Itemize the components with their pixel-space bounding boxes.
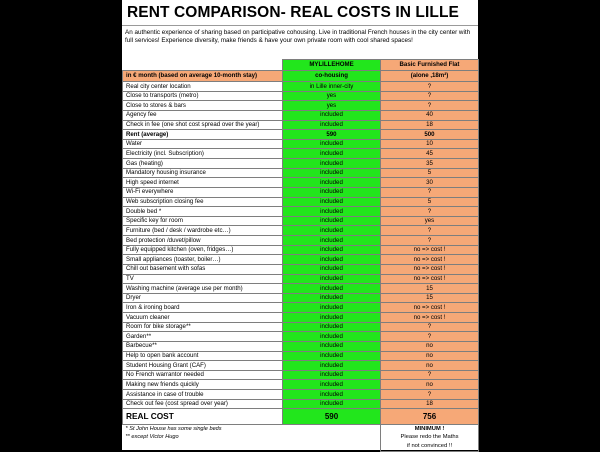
- row-label: Vacuum cleaner: [123, 313, 283, 323]
- mylillehome-value: included: [283, 351, 381, 361]
- mylillehome-value: included: [283, 370, 381, 380]
- mylillehome-value: included: [283, 178, 381, 188]
- basic-flat-value: ?: [381, 332, 479, 342]
- table-row: [123, 91, 479, 101]
- row-label: Small appliances (toaster, boiler…): [123, 255, 283, 265]
- table-row: [123, 399, 479, 409]
- table-row: [123, 178, 479, 188]
- basic-flat-value: yes: [381, 216, 479, 226]
- mylillehome-value: included: [283, 322, 381, 332]
- row-label: Water: [123, 139, 283, 149]
- row-label: Furniture (bed / desk / wardrobe etc…): [123, 226, 283, 236]
- total-mylillehome: 590: [283, 409, 381, 425]
- total-label: REAL COST: [123, 409, 283, 425]
- mylillehome-value: included: [283, 361, 381, 371]
- header-row-names: [123, 60, 479, 71]
- row-label: Student Housing Grant (CAF): [123, 361, 283, 371]
- page-title: RENT COMPARISON- REAL COSTS IN LILLE: [122, 0, 478, 26]
- mylillehome-value: included: [283, 284, 381, 294]
- row-label: Double bed *: [123, 207, 283, 217]
- row-label: High speed internet: [123, 178, 283, 188]
- conclusion-note: Please redo the Maths: [381, 434, 479, 443]
- mylillehome-value: 590: [283, 130, 381, 140]
- total-basic-flat: 756: [381, 409, 479, 425]
- row-label: Assistance in case of trouble: [123, 390, 283, 400]
- basic-flat-value: no: [381, 380, 479, 390]
- row-label: Dryer: [123, 293, 283, 303]
- basic-flat-value: ?: [381, 207, 479, 217]
- mylillehome-value: included: [283, 236, 381, 246]
- basic-flat-value: 45: [381, 149, 479, 159]
- basic-flat-value: 15: [381, 284, 479, 294]
- mylillehome-value: included: [283, 264, 381, 274]
- basic-flat-value: ?: [381, 101, 479, 111]
- mylillehome-value: included: [283, 380, 381, 390]
- basic-flat-value: no => cost !: [381, 245, 479, 255]
- row-label: Washing machine (average use per month): [123, 284, 283, 294]
- comparison-sheet: [122, 0, 478, 450]
- mylillehome-value: included: [283, 399, 381, 409]
- mylillehome-value: included: [283, 390, 381, 400]
- conclusion-note: MINIMUM !: [381, 425, 479, 434]
- row-label: Gas (heating): [123, 159, 283, 169]
- mylillehome-value: included: [283, 313, 381, 323]
- row-label: No French warrantor needed: [123, 370, 283, 380]
- mylillehome-value: in Lille inner-city: [283, 82, 381, 92]
- basic-flat-value: ?: [381, 370, 479, 380]
- basic-flat-value: no: [381, 351, 479, 361]
- basic-flat-value: no => cost !: [381, 303, 479, 313]
- total-row: [123, 409, 479, 425]
- table-row: [123, 226, 479, 236]
- row-label: Barbecue**: [123, 341, 283, 351]
- basic-flat-value: ?: [381, 226, 479, 236]
- basic-flat-value: 15: [381, 293, 479, 303]
- basic-flat-value: 30: [381, 178, 479, 188]
- footnote-row: [123, 443, 479, 452]
- mylillehome-value: included: [283, 149, 381, 159]
- table-row: [123, 390, 479, 400]
- footnote-row: [123, 434, 479, 443]
- basic-flat-value: ?: [381, 82, 479, 92]
- table-row: [123, 187, 479, 197]
- basic-flat-value: no => cost !: [381, 264, 479, 274]
- table-row: [123, 332, 479, 342]
- table-row: [123, 341, 479, 351]
- mylillehome-value: included: [283, 139, 381, 149]
- mylillehome-value: included: [283, 110, 381, 120]
- basic-flat-value: ?: [381, 390, 479, 400]
- header-row-sub: [123, 71, 479, 82]
- mylillehome-value: included: [283, 341, 381, 351]
- basic-flat-value: no: [381, 361, 479, 371]
- row-label: Check in fee (one shot cost spread over the year): [123, 120, 283, 130]
- mylillehome-value: included: [283, 245, 381, 255]
- table-row: [123, 82, 479, 92]
- table-row: [123, 313, 479, 323]
- basic-flat-value: 5: [381, 197, 479, 207]
- row-label: Mandatory housing insurance: [123, 168, 283, 178]
- row-label: Chill out basement with sofas: [123, 264, 283, 274]
- basic-flat-value: no => cost !: [381, 313, 479, 323]
- row-label: Garden**: [123, 332, 283, 342]
- table-row: [123, 264, 479, 274]
- table-row: [123, 139, 479, 149]
- mylillehome-value: included: [283, 216, 381, 226]
- row-label: Agency fee: [123, 110, 283, 120]
- basic-flat-value: 35: [381, 159, 479, 169]
- mylillehome-value: included: [283, 226, 381, 236]
- table-row: [123, 303, 479, 313]
- row-label: Real city center location: [123, 82, 283, 92]
- row-label: Close to transports (metro): [123, 91, 283, 101]
- table-row: [123, 159, 479, 169]
- mylillehome-value: included: [283, 187, 381, 197]
- row-label: Bed protection /duvet/pillow: [123, 236, 283, 246]
- table-row: [123, 120, 479, 130]
- row-label: TV: [123, 274, 283, 284]
- header-flat-size: (alone ,18m²): [381, 71, 479, 82]
- mylillehome-value: yes: [283, 91, 381, 101]
- basic-flat-value: ?: [381, 91, 479, 101]
- table-row: [123, 197, 479, 207]
- footnote: * St John House has some single beds: [125, 425, 222, 432]
- table-row: [123, 236, 479, 246]
- footnote: [123, 443, 381, 452]
- basic-flat-value: no: [381, 341, 479, 351]
- row-label: Close to stores & bars: [123, 101, 283, 111]
- table-row: [123, 370, 479, 380]
- row-label: Check out fee (cost spread over year): [123, 399, 283, 409]
- table-row: [123, 255, 479, 265]
- table-row: [123, 380, 479, 390]
- row-label: Rent (average): [123, 130, 283, 140]
- mylillehome-value: included: [283, 332, 381, 342]
- mylillehome-value: included: [283, 197, 381, 207]
- header-blank-cell: [123, 60, 283, 71]
- basic-flat-value: ?: [381, 322, 479, 332]
- row-label: Web subscription closing fee: [123, 197, 283, 207]
- mylillehome-value: yes: [283, 101, 381, 111]
- basic-flat-value: no => cost !: [381, 274, 479, 284]
- table-row: [123, 101, 479, 111]
- table-row: [123, 207, 479, 217]
- mylillehome-value: included: [283, 168, 381, 178]
- table-row: [123, 130, 479, 140]
- mylillehome-value: included: [283, 207, 381, 217]
- basic-flat-value: 40: [381, 110, 479, 120]
- row-label: Making new friends quickly: [123, 380, 283, 390]
- basic-flat-value: 500: [381, 130, 479, 140]
- intro-text: An authentic experience of sharing based on participative cohousing. Live in traditional French houses in the city center with full services! Experience diversity, make friends & have your own private room with cool shared spaces!: [125, 29, 471, 45]
- mylillehome-value: included: [283, 274, 381, 284]
- mylillehome-value: included: [283, 159, 381, 169]
- comparison-table: [122, 59, 479, 452]
- row-label: Specific key for room: [123, 216, 283, 226]
- row-label: Iron & ironing board: [123, 303, 283, 313]
- basic-flat-value: ?: [381, 236, 479, 246]
- table-row: [123, 293, 479, 303]
- table-row: [123, 284, 479, 294]
- table-row: [123, 361, 479, 371]
- basic-flat-value: 18: [381, 120, 479, 130]
- row-label: Wi-Fi everywhere: [123, 187, 283, 197]
- table-row: [123, 322, 479, 332]
- table-row: [123, 274, 479, 284]
- footnote-row: [123, 425, 479, 434]
- row-label: Help to open bank account: [123, 351, 283, 361]
- conclusion-note: if not convinced !!: [381, 443, 479, 452]
- table-row: [123, 351, 479, 361]
- header-cohousing: co-housing: [283, 71, 381, 82]
- basic-flat-value: 18: [381, 399, 479, 409]
- row-label: Electricity (incl. Subscription): [123, 149, 283, 159]
- header-basic-flat: Basic Furnished Flat: [381, 60, 479, 71]
- mylillehome-value: included: [283, 303, 381, 313]
- basic-flat-value: 10: [381, 139, 479, 149]
- table-row: [123, 168, 479, 178]
- footnote: ** except Victor Hugo: [125, 434, 179, 441]
- table-row: [123, 216, 479, 226]
- table-row: [123, 245, 479, 255]
- header-mylillehome: MYLILLEHOME: [283, 60, 381, 71]
- basic-flat-value: no => cost !: [381, 255, 479, 265]
- table-row: [123, 110, 479, 120]
- row-label: Fully equipped kitchen (oven, fridges…): [123, 245, 283, 255]
- mylillehome-value: included: [283, 293, 381, 303]
- mylillehome-value: included: [283, 255, 381, 265]
- mylillehome-value: included: [283, 120, 381, 130]
- basic-flat-value: ?: [381, 187, 479, 197]
- row-label: Room for bike storage**: [123, 322, 283, 332]
- header-period-label: in € month (based on average 10-month stay): [123, 71, 283, 82]
- basic-flat-value: 5: [381, 168, 479, 178]
- table-row: [123, 149, 479, 159]
